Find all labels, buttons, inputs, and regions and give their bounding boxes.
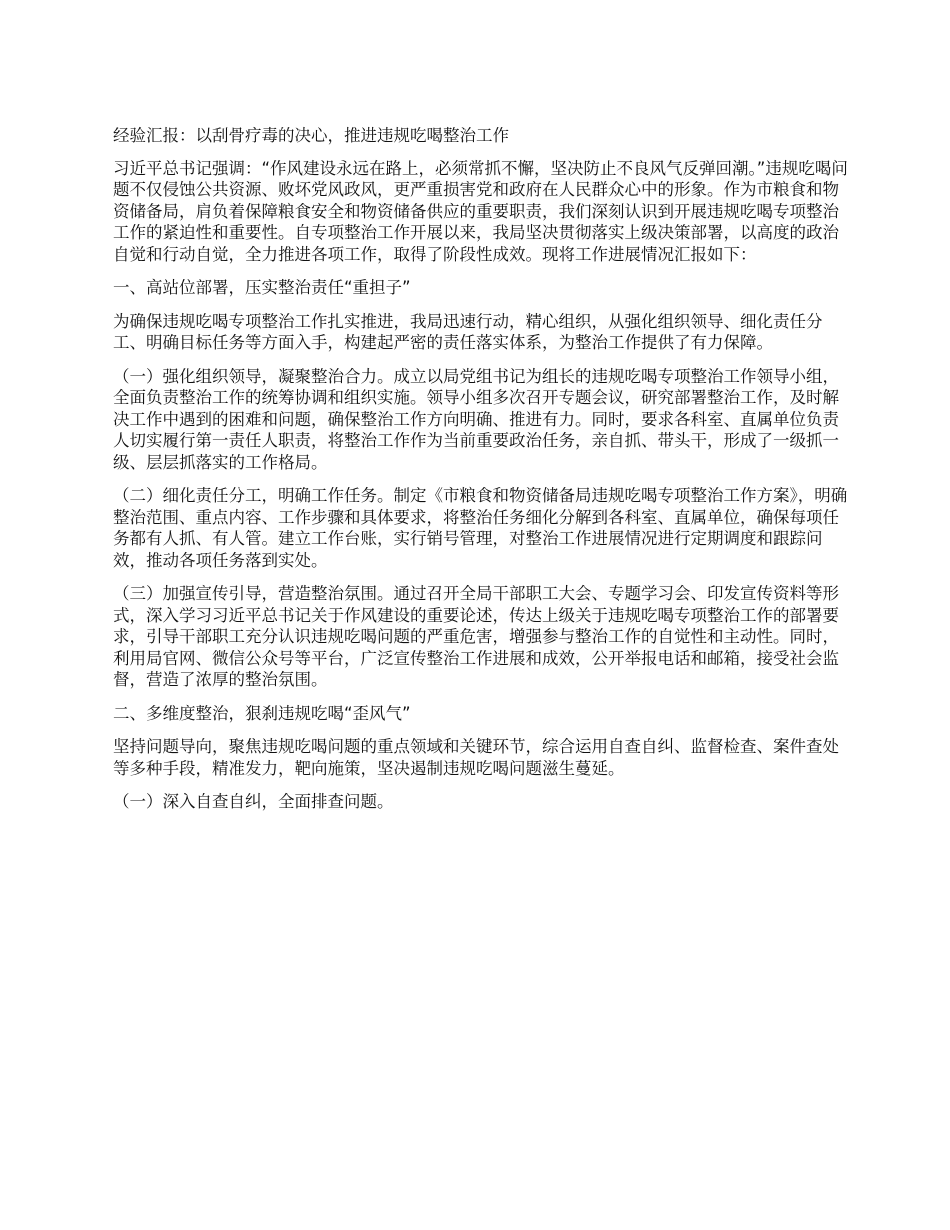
section-1-paragraph: 为确保违规吃喝专项整治工作扎实推进，我局迅速行动，精心组织，从强化组织领导、细化责任分工、明确目标任务等方面入手，构建起严密的责任落实体系，为整治工作提供了有力保障。 [113,311,823,352]
section-1-item-1: （一）强化组织领导，凝聚整治合力。成立以局党组书记为组长的违规吃喝专项整治工作领导小组，全面负责整治工作的统筹协调和组织实施。领导小组多次召开专题会议，研究部署整治工作，及时解决工作中遇到的困难和问题，确保整治工作方向明确、推进有力。同时，要求各科室、直属单位负责人切实履行第一责任人职责，将整治工作作为当前重要政治任务，亲自抓、带头干，形成了一级抓一级、层层抓落实的工作格局。 [113,366,839,472]
section-heading-1: 一、高站位部署，压实整治责任“重担子” [113,278,411,297]
intro-paragraph: 习近平总书记强调：“作风建设永远在路上，必须常抓不懈，坚决防止不良风气反弹回潮。”违规吃喝问题不仅侵蚀公共资源、败坏党风政风，更严重损害党和政府在人民群众心中的形象。作为市粮食和物资储备局，肩负着保障粮食安全和物资储备供应的重要职责，我们深刻认识到开展违规吃喝专项整治工作的紧迫性和重要性。自专项整治工作开展以来，我局坚决贯彻落实上级决策部署，以高度的政治自觉和行动自觉，全力推进各项工作，取得了阶段性成效。现将工作进展情况汇报如下： [113,158,848,264]
document-body [113,125,855,825]
section-2-item-1: （一）深入自查自纠，全面排查问题。 [113,792,394,811]
document-title: 经验汇报：以刮骨疗毒的决心，推进违规吃喝整治工作 [113,126,509,145]
section-1-item-2: （二）细化责任分工，明确工作任务。制定《市粮食和物资储备局违规吃喝专项整治工作方案》，明确整治范围、重点内容、工作步骤和具体要求，将整治任务细化分解到各科室、直属单位，确保每项任务都有人抓、有人管。建立工作台账，实行销号管理，对整治工作进展情况进行定期调度和跟踪问效，推动各项任务落到实处。 [113,486,848,570]
section-heading-2: 二、多维度整治，狠刹违规吃喝“歪风气” [113,703,411,723]
section-1-item-3: （三）加强宣传引导，营造整治氛围。通过召开全局干部职工大会、专题学习会、印发宣传资料等形式，深入学习习近平总书记关于作风建设的重要论述，传达上级关于违规吃喝专项整治工作的部署要求，引导干部职工充分认识违规吃喝问题的严重危害，增强参与整治工作的自觉性和主动性。同时，利用局官网、微信公众号等平台，广泛宣传整治工作进展和成效，公开举报电话和邮箱，接受社会监督，营造了浓厚的整治氛围。 [113,584,839,689]
section-2-paragraph: 坚持问题导向，聚焦违规吃喝问题的重点领域和关键环节，综合运用自查自纠、监督检查、案件查处等多种手段，精准发力，靶向施策，坚决遏制违规吃喝问题滋生蔓延。 [113,737,839,778]
